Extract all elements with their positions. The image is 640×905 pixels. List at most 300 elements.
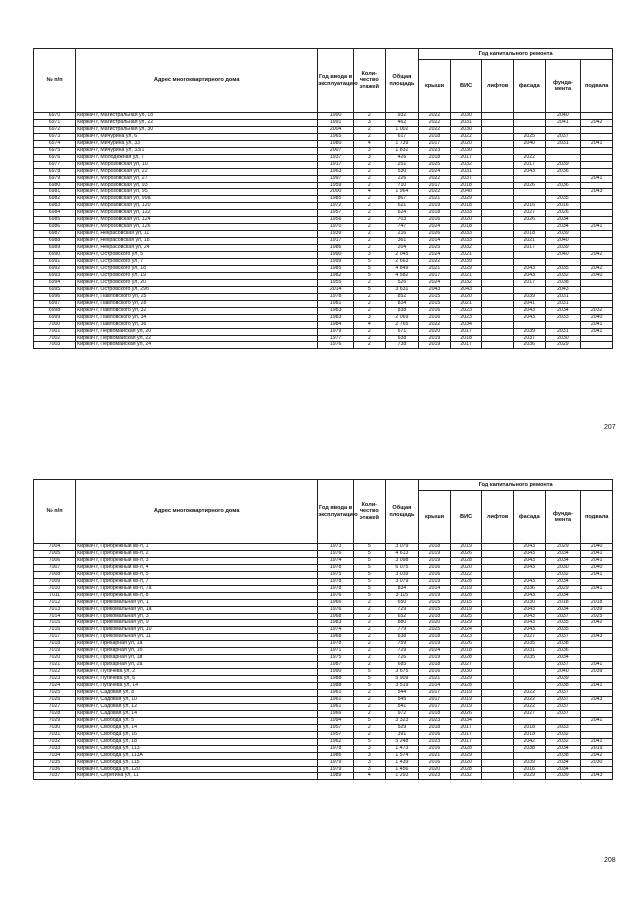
cell-address: Киржач г, Серегина ул, 11 [76,773,318,780]
cell-facade: 2043 [513,168,545,175]
cell-basement: 2042 [581,752,613,759]
cell-vis: 2022 [450,571,482,578]
cell-num: 6983 [34,203,76,210]
cell-foundation: 2038 [545,752,581,759]
cell-facade: 2017 [513,161,545,168]
table-row [34,759,613,766]
cell-floors: 5 [353,557,385,564]
cell-roof: 2022 [419,321,451,328]
cell-vis: 2017 [450,724,482,731]
cell-lifts [482,710,514,717]
cell-roof: 2023 [419,738,451,745]
cell-num: 7009 [34,578,76,585]
cell-vis: 2019 [450,585,482,592]
cell-year-built: 1968 [318,634,354,641]
cell-facade: 2018 [513,731,545,738]
cell-lifts [482,126,514,133]
cell-foundation: 2037 [545,690,581,697]
cell-address: Киржач г, Морозовская ул, 126 [76,224,318,231]
cell-area: 545 [385,696,419,703]
cell-vis: 2020 [450,293,482,300]
cell-vis: 2028 [450,683,482,690]
cell-vis: 2019 [450,606,482,613]
cell-roof: 2025 [419,245,451,252]
cell-address: Киржач г, Морозовская ул, 124 [76,217,318,224]
cell-basement [581,231,613,238]
cell-floors: 5 [353,738,385,745]
cell-foundation: 2034 [545,224,581,231]
cell-roof: 2020 [419,620,451,627]
cell-vis: 2029 [450,752,482,759]
cell-facade [513,752,545,759]
cell-foundation: 2034 [545,655,581,662]
cell-facade [513,662,545,669]
cell-facade: 2040 [513,140,545,147]
cell-foundation: 2030 [545,564,581,571]
cell-address: Киржач г, Свобода ул, 18 [76,738,318,745]
cell-year-built: 2000 [318,189,354,196]
cell-basement [581,210,613,217]
cell-roof: 2017 [419,703,451,710]
cell-lifts [482,147,514,154]
cell-foundation: 2038 [545,683,581,690]
cell-vis: 2029 [450,196,482,203]
cell-lifts [482,133,514,140]
cell-roof: 2019 [419,592,451,599]
cell-foundation: 2032 [545,571,581,578]
cell-year-built: 1978 [318,641,354,648]
cell-year-built: 1975 [318,655,354,662]
cell-lifts [482,557,514,564]
cell-floors: 5 [353,265,385,272]
cell-floors: 4 [353,189,385,196]
cell-area: 251 [385,161,419,168]
cell-lifts [482,203,514,210]
cell-area: 759 [385,641,419,648]
cell-year-built: 1988 [318,683,354,690]
col-address: Адрес многоквартирного дома [76,49,318,113]
cell-num: 6972 [34,126,76,133]
cell-basement: 2043 [581,773,613,780]
cell-basement [581,154,613,161]
cell-floors: 3 [353,745,385,752]
cell-area: 462 [385,119,419,126]
cell-facade: 2043 [513,627,545,634]
cell-foundation: 2034 [545,557,581,564]
cell-basement: 2041 [581,738,613,745]
cell-year-built: 1990 [318,113,354,120]
cell-lifts [482,703,514,710]
cell-foundation: 2030 [545,335,581,342]
cell-address: Киржач г, Прихарная ул, 1а [76,641,318,648]
cell-area: 852 [385,293,419,300]
col-roof: крыши [419,60,451,113]
cell-basement [581,161,613,168]
cell-num: 7026 [34,696,76,703]
cell-vis: 2017 [450,738,482,745]
cell-basement: 2041 [581,662,613,669]
cell-roof: 2015 [419,300,451,307]
cell-floors: 2 [353,613,385,620]
cell-vis: 2021 [450,300,482,307]
cell-num: 6999 [34,314,76,321]
cell-num: 6987 [34,231,76,238]
cell-address: Киржач г, Прикомальная ул, 11 [76,634,318,641]
cell-roof: 2022 [419,126,451,133]
cell-floors: 5 [353,717,385,724]
cell-floors: 3 [353,766,385,773]
cell-area: 3 323 [385,717,419,724]
cell-floors: 2 [353,648,385,655]
cell-area: 726 [385,655,419,662]
cell-basement: 2039 [581,669,613,676]
col-area: Общая площадь [385,49,419,113]
cell-area: 2 663 [385,259,419,266]
cell-lifts [482,745,514,752]
cell-floors: 2 [353,335,385,342]
cell-num: 6986 [34,224,76,231]
cell-floors: 3 [353,154,385,161]
cell-address: Киржач г, Прибрежный кв-л, 8 [76,592,318,599]
cell-roof: 2026 [419,231,451,238]
cell-area: 526 [385,279,419,286]
cell-floors: 2 [353,182,385,189]
cell-area: 3 519 [385,683,419,690]
cell-roof: 2019 [419,203,451,210]
cell-foundation: 2038 [545,641,581,648]
cell-vis: 2020 [450,564,482,571]
cell-vis: 2028 [450,557,482,564]
cell-num: 6984 [34,210,76,217]
cell-address: Киржач г, Морозовская ул, 27 [76,175,318,182]
cell-area: 621 [385,203,419,210]
cell-vis: 2033 [450,231,482,238]
cell-num: 7033 [34,745,76,752]
cell-facade: 2017 [513,245,545,252]
cell-vis: 2021 [450,272,482,279]
cell-lifts [482,724,514,731]
cell-area: 3 098 [385,557,419,564]
cell-num: 7035 [34,759,76,766]
cell-floors: 5 [353,578,385,585]
col-area: Общая площадь [385,480,419,544]
cell-lifts [482,335,514,342]
cell-lifts [482,752,514,759]
cell-basement: 2040 [581,564,613,571]
cell-address: Киржач г, Павловского ул, 28 [76,300,318,307]
cell-address: Киржач г, Прикомальная ул, 9 [76,620,318,627]
cell-lifts [482,259,514,266]
col-capital-repair: Год капитального ремонта [419,480,613,491]
cell-foundation: 2040 [545,252,581,259]
cell-roof: 2021 [419,676,451,683]
cell-roof: 2023 [419,147,451,154]
cell-roof: 2018 [419,210,451,217]
cell-num: 7036 [34,766,76,773]
cell-basement: 2041 [581,683,613,690]
cell-num: 7016 [34,627,76,634]
cell-foundation: 2032 [545,272,581,279]
cell-foundation: 2035 [545,196,581,203]
cell-year-built: 1966 [318,710,354,717]
cell-num: 6997 [34,300,76,307]
cell-vis: 2019 [450,690,482,697]
cell-foundation: 2041 [545,119,581,126]
cell-area: 1 293 [385,773,419,780]
cell-area: 2 069 [385,314,419,321]
cell-basement: 2041 [581,175,613,182]
cell-foundation: 2035 [545,620,581,627]
cell-year-built: 1966 [318,599,354,606]
cell-vis: 2028 [450,578,482,585]
cell-foundation: 2034 [545,592,581,599]
cell-area: 972 [385,710,419,717]
cell-vis: 2030 [450,147,482,154]
cell-lifts [482,550,514,557]
col-roof: крыши [419,491,451,544]
cell-area: 541 [385,703,419,710]
cell-area: 391 [385,731,419,738]
cell-address: Киржач г, Свобода ул, 113 [76,745,318,752]
cell-roof: 2016 [419,571,451,578]
cell-facade: 2036 [513,585,545,592]
cell-num: 6992 [34,265,76,272]
cell-lifts [482,154,514,161]
cell-address: Киржач г, Молодежная ул, 7 [76,154,318,161]
cell-area: 5 248 [385,738,419,745]
cell-vis: 2017 [450,154,482,161]
cell-foundation: 2037 [545,133,581,140]
cell-year-built: 1937 [318,154,354,161]
cell-roof: 2019 [419,578,451,585]
cell-roof: 2020 [419,328,451,335]
cell-area: 617 [385,133,419,140]
cell-year-built: 1990 [318,252,354,259]
cell-year-built: 1985 [318,265,354,272]
cell-roof: 2018 [419,710,451,717]
cell-lifts [482,279,514,286]
cell-vis: 2032 [450,161,482,168]
cell-floors: 3 [353,252,385,259]
cell-address: Киржач г, Островского ул, 20 [76,279,318,286]
cell-area: 1 456 [385,766,419,773]
cell-foundation: 2033 [545,724,581,731]
cell-year-built: 1917 [318,238,354,245]
cell-lifts [482,717,514,724]
cell-foundation: 2034 [545,307,581,314]
cell-lifts [482,627,514,634]
col-year-built: Год ввода в эксплуатацию [318,49,354,113]
cell-address: Киржач г, Садовая ул, 14 [76,710,318,717]
cell-year-built: 1983 [318,307,354,314]
cell-facade: 2036 [513,342,545,349]
cell-area: 3 079 [385,578,419,585]
cell-foundation: 2029 [545,342,581,349]
cell-facade: 2022 [513,154,545,161]
cell-year-built: 1974 [318,557,354,564]
cell-year-built: 1956 [318,217,354,224]
cell-foundation: 2036 [545,182,581,189]
cell-vis: 2018 [450,648,482,655]
cell-address: Киржач г, Прихарная ул, 2а [76,662,318,669]
cell-roof: 2023 [419,773,451,780]
cell-area: 6 075 [385,564,419,571]
cell-foundation: 2039 [545,161,581,168]
cell-lifts [482,676,514,683]
cell-basement [581,293,613,300]
cell-year-built: 1990 [318,669,354,676]
cell-vis: 2034 [450,717,482,724]
cell-year-built: 1963 [318,168,354,175]
cell-floors: 2 [353,662,385,669]
cell-foundation: 2043 [545,286,581,293]
cell-basement: 2043 [581,696,613,703]
cell-floors: 2 [353,641,385,648]
cell-vis: 2043 [450,286,482,293]
cell-year-built: 1982 [318,272,354,279]
cell-lifts [482,655,514,662]
cell-lifts [482,738,514,745]
cell-foundation: 2016 [545,203,581,210]
cell-facade [513,669,545,676]
col-lifts: лифтов [482,60,514,113]
cell-area: 747 [385,224,419,231]
cell-foundation: 2040 [545,113,581,120]
cell-roof: 2022 [419,175,451,182]
cell-year-built: 1961 [318,690,354,697]
cell-area: 729 [385,606,419,613]
cell-roof: 2016 [419,314,451,321]
cell-facade: 2042 [513,738,545,745]
cell-area: 361 [385,238,419,245]
cell-vis: 2017 [450,328,482,335]
cell-address: Киржач г, Садовая ул, 12 [76,703,318,710]
cell-address: Киржач г, Пугачева ул, 2 [76,669,318,676]
cell-vis: 2039 [450,259,482,266]
cell-num: 6998 [34,307,76,314]
cell-basement: 2019 [581,745,613,752]
cell-roof: 2019 [419,335,451,342]
cell-num: 7007 [34,564,76,571]
cell-vis: 2037 [450,175,482,182]
cell-floors: 5 [353,286,385,293]
cell-foundation: 2036 [545,648,581,655]
cell-vis: 2030 [450,126,482,133]
cell-roof: 2016 [419,731,451,738]
cell-lifts [482,272,514,279]
cell-area: 624 [385,210,419,217]
cell-num: 7002 [34,335,76,342]
cell-address: Киржач г, Садовая ул, 8 [76,690,318,697]
cell-foundation: 2037 [545,703,581,710]
cell-facade: 2026 [513,182,545,189]
cell-floors: 3 [353,314,385,321]
cell-basement: 2043 [581,189,613,196]
cell-num: 7028 [34,710,76,717]
cell-roof: 2014 [419,585,451,592]
cell-year-built: 1955 [318,279,354,286]
col-capital-repair: Год капитального ремонта [419,49,613,60]
cell-vis: 2018 [450,203,482,210]
cell-vis: 2017 [450,731,482,738]
cell-basement [581,641,613,648]
cell-year-built: 1984 [318,321,354,328]
cell-vis: 2021 [450,252,482,259]
cell-address: Киржач г, Мичурина ул, 33 [76,140,318,147]
cell-facade: 2043 [513,564,545,571]
cell-facade: 2039 [513,293,545,300]
cell-area: 1 832 [385,147,419,154]
cell-foundation: 2037 [545,662,581,669]
cell-num: 6988 [34,238,76,245]
cell-lifts [482,224,514,231]
cell-lifts [482,168,514,175]
cell-facade: 2022 [513,703,545,710]
cell-lifts [482,544,514,551]
cell-facade: 2035 [513,641,545,648]
cell-address: Киржач г, Островского ул, 18 [76,265,318,272]
cell-area: 834 [385,585,419,592]
cell-lifts [482,182,514,189]
cell-basement: 2042 [581,252,613,259]
cell-foundation: 2029 [545,585,581,592]
cell-foundation: 2035 [545,265,581,272]
cell-address: Киржач г, Морозовская ул, 95 [76,189,318,196]
cell-year-built: 1976 [318,550,354,557]
cell-basement [581,724,613,731]
cell-area: 3 675 [385,669,419,676]
cell-roof: 2024 [419,252,451,259]
cell-roof: 2020 [419,766,451,773]
cell-basement: 2041 [581,224,613,231]
cell-foundation: 2039 [545,676,581,683]
cell-floors: 2 [353,196,385,203]
cell-floors: 5 [353,676,385,683]
cell-num: 6990 [34,252,76,259]
cell-vis: 2023 [450,307,482,314]
cell-facade: 2022 [513,696,545,703]
cell-basement: 2041 [581,321,613,328]
cell-floors: 4 [353,321,385,328]
cell-year-built: 1978 [318,293,354,300]
cell-facade: 2026 [513,217,545,224]
cell-floors: 5 [353,571,385,578]
cell-vis: 2019 [450,544,482,551]
cell-roof: 2018 [419,613,451,620]
cell-facade: 2016 [513,203,545,210]
cell-address: Киржач г, Прикомальная ул, 1а [76,606,318,613]
cell-lifts [482,606,514,613]
cell-year-built: 1976 [318,592,354,599]
cell-floors: 2 [353,620,385,627]
cell-foundation: 2035 [545,627,581,634]
cell-num: 6981 [34,189,76,196]
cell-foundation: 2031 [545,293,581,300]
cell-address: Киржач г, Магистральная ул, 18 [76,113,318,120]
cell-foundation: 2037 [545,696,581,703]
cell-address: Киржач г, Островского ул, 5 [76,252,318,259]
cell-area: 638 [385,335,419,342]
cell-area: 638 [385,634,419,641]
cell-facade: 2043 [513,557,545,564]
cell-basement: 2041 [581,550,613,557]
cell-roof: 2017 [419,690,451,697]
cell-area: 867 [385,196,419,203]
cell-area: 530 [385,168,419,175]
cell-area: 1 473 [385,745,419,752]
cell-facade: 2038 [513,745,545,752]
cell-facade [513,321,545,328]
